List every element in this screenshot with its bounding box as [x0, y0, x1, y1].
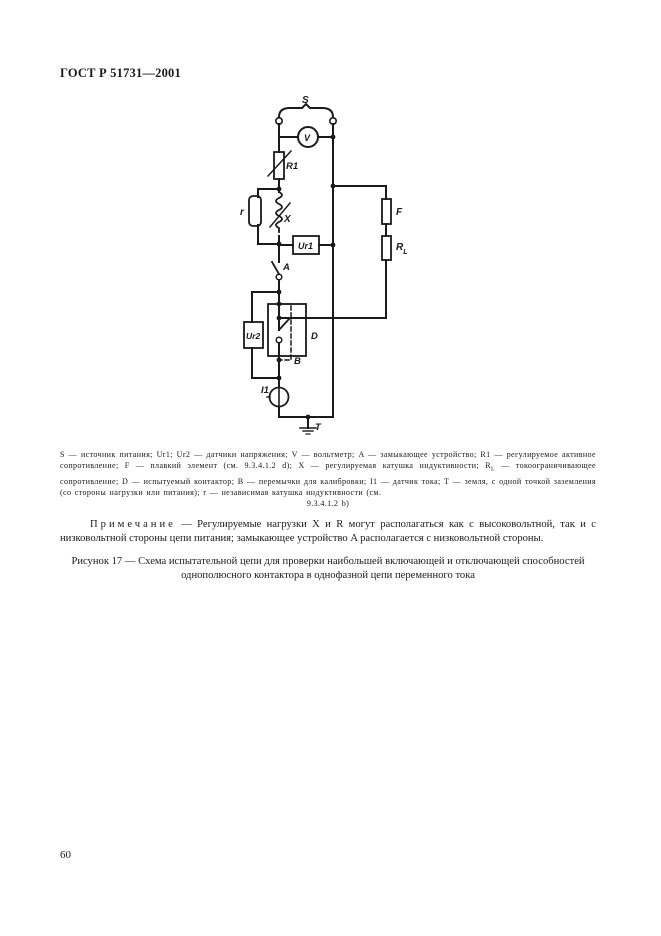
label-t: T [315, 422, 321, 433]
label-v: V [304, 133, 311, 143]
legend-subscript: L [491, 466, 496, 473]
switch-a [272, 262, 279, 274]
label-x: X [284, 214, 291, 225]
label-i1: I1 [261, 385, 269, 396]
fuse-f [382, 199, 391, 224]
label-r1: R1 [286, 161, 299, 172]
label-a: A [283, 262, 290, 273]
resistor-rl [382, 236, 391, 260]
coil-r [249, 196, 261, 226]
label-b: B [294, 356, 301, 367]
resistor-r1 [274, 152, 284, 179]
contactor-d [268, 304, 306, 356]
page-number: 60 [60, 849, 71, 861]
label-d: D [311, 331, 318, 342]
note-label: Примечание [90, 519, 176, 530]
circuit-diagram [0, 0, 661, 440]
label-r: r [240, 207, 244, 218]
legend-text-1: S — источник питания; Ur1; Ur2 — датчики напряжения; V — вольтметр; A — замыкающее устройство; R1 — регулируемое активное сопротивление; F — плавкий элемент (см. 9.3.4.1.2 d); X — регулируемая катушка индуктивности; R [60, 450, 596, 471]
document-header: ГОСТ Р 51731—2001 [60, 66, 181, 80]
legend-text-2: — токоограничивающее сопротивление; D — испытуемый контактор; B — перемычки для калибровки; I1 — датчик тока; T — земля, с одной точкой заземления (со стороны нагрузки или питания); r — независимая катушка индуктивности (см. [60, 461, 596, 498]
contactor-switch [279, 319, 289, 330]
calibration-jumper-b [279, 304, 291, 360]
label-s: S [302, 95, 309, 106]
legend-text-3: 9.3.4.1.2 b) [306, 499, 350, 509]
note-paragraph [60, 518, 596, 546]
label-f: F [396, 207, 403, 218]
inductor-x [276, 192, 282, 232]
figure-caption: Рисунок 17 — Схема испытательной цепи для проверки наибольшей включающей и отключающей способностей однополюсного контактора в однофазной цепи переменного тока [71, 556, 585, 581]
label-ur2: Ur2 [246, 331, 261, 341]
figure-legend [60, 449, 596, 510]
label-ur1: Ur1 [298, 241, 314, 251]
label-rl: $R_L$ [396, 242, 408, 256]
note-text: — Регулируемые нагрузки X и R могут располагаться как с высоковольтной, так и с низковольтной стороны цепи питания; замыкающее устройство A располагается с низковольтной стороны. [60, 519, 596, 544]
